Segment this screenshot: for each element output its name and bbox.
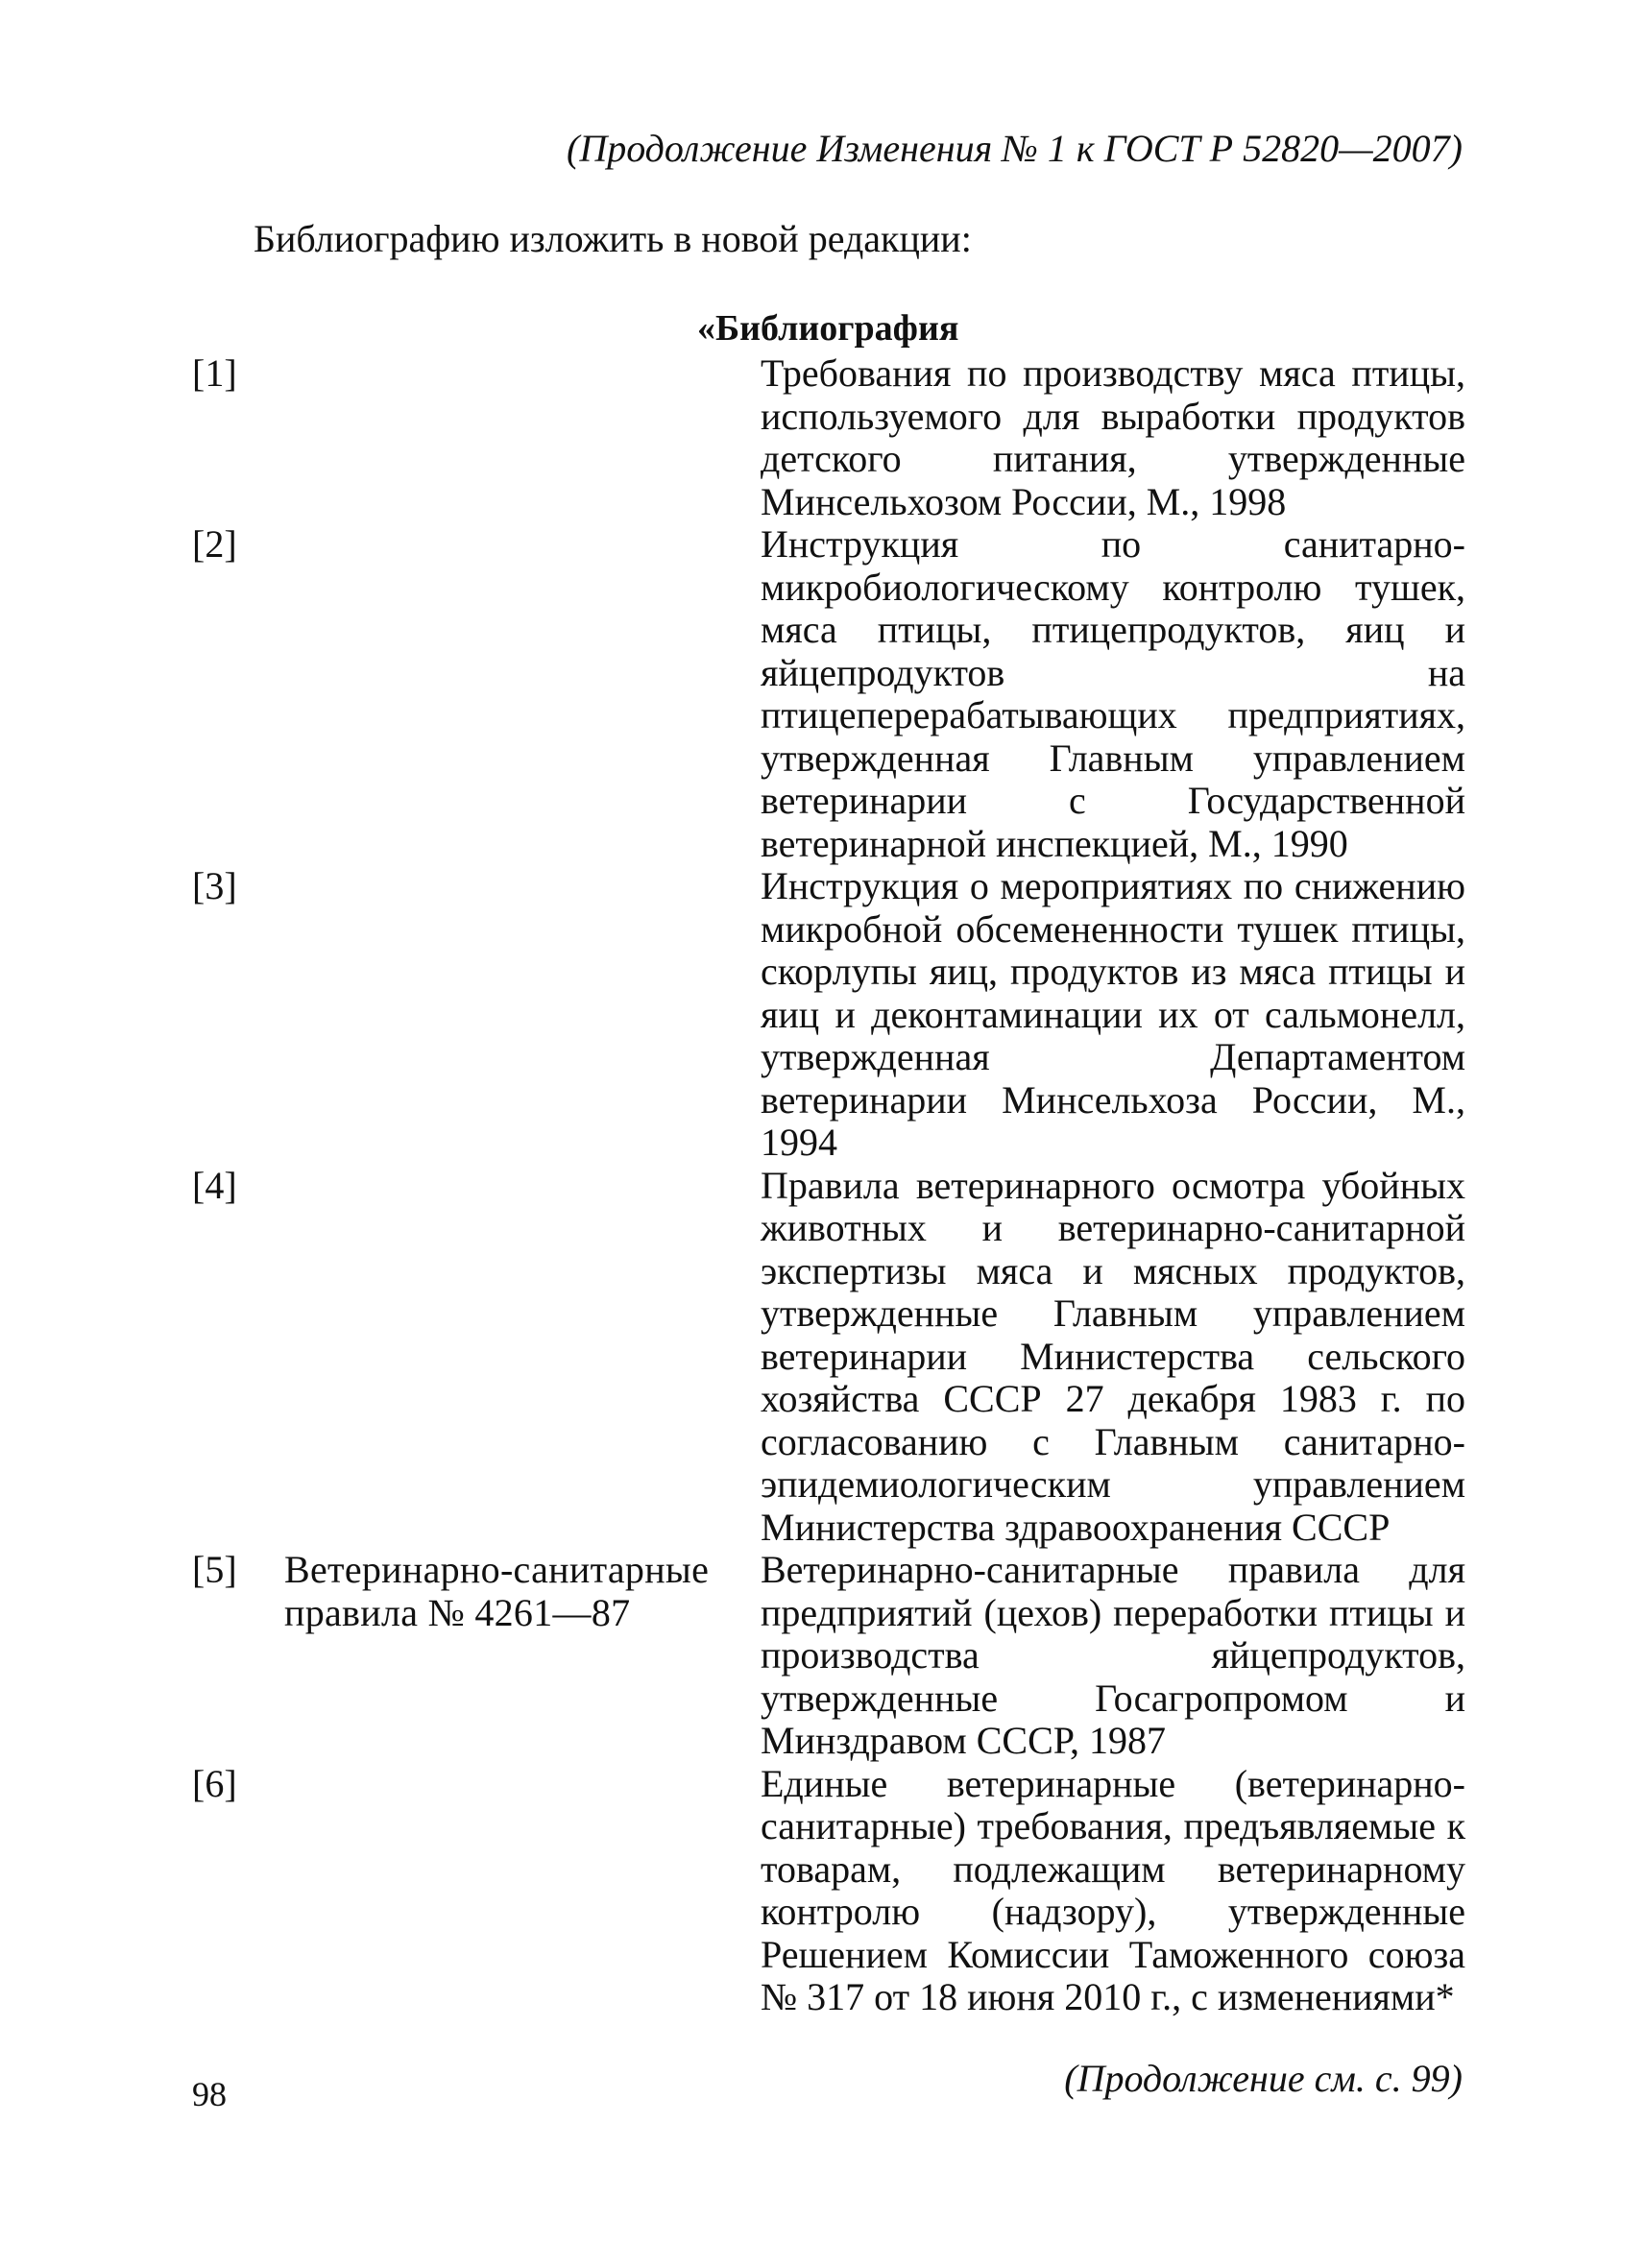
- entry-number: [5]: [192, 1548, 237, 1591]
- entry-text: Правила ветеринарного осмотра убойных животных и ветеринарно-санитарной экспертизы мяса и мясных продуктов, утвержденные Главным управлением ветеринарии Министерства сельского хозяйства СССР 27 декабря 1983 г. по согласованию с Главным санитарно-эпидемиологическим управлением Министерства здравоохранения СССР: [761, 1163, 1465, 1549]
- entry-number: [3]: [192, 864, 237, 907]
- footer-continuation-note: (Продолжение см. с. 99): [1064, 2057, 1463, 2100]
- entry-code: Ветеринарно-санитарные правила № 4261—87: [284, 1548, 710, 1634]
- entry-number: [4]: [192, 1163, 237, 1207]
- intro-text: Библиографию изложить в новой редакции:: [254, 217, 972, 260]
- bibliography-title: «Библиография: [697, 308, 959, 349]
- header-continuation-note: (Продолжение Изменения № 1 к ГОСТ Р 52820—2007): [567, 127, 1463, 170]
- bibliography-entry-3: [192, 865, 1465, 1165]
- entry-text: Единые ветеринарные (ветеринарно-санитарные) требования, предъявляемые к товарам, подлежащим ветеринарному контролю (надзору), утвержденные Решением Комиссии Таможенного союза № 317 от 18 июня 2010 г., с изменениями*: [761, 1761, 1465, 2018]
- entry-number: [6]: [192, 1761, 237, 1805]
- entry-text: Ветеринарно-санитарные правила для предприятий (цехов) переработки птицы и производства яйцепродуктов, утвержденные Госагропромом и Минздравом СССР, 1987: [761, 1548, 1465, 1762]
- bibliography-list: [192, 352, 1465, 2019]
- bibliography-entry-1: [192, 352, 1465, 523]
- entry-text: Требования по производству мяса птицы, используемого для выработки продуктов детского питания, утвержденные Минсельхозом России, М., 1998: [761, 351, 1465, 523]
- bibliography-entry-5: [192, 1549, 1465, 1763]
- entry-text: Инструкция о мероприятиях по снижению микробной обсемененности тушек птицы, скорлупы яиц, продуктов из мяса птицы и яиц и деконтаминации их от сальмонелл, утвержденная Департаментом ветеринарии Минсельхоза России, М., 1994: [761, 864, 1465, 1164]
- page-number: 98: [192, 2075, 227, 2113]
- entry-number: [1]: [192, 351, 237, 395]
- entry-number: [2]: [192, 522, 237, 566]
- bibliography-entry-2: [192, 523, 1465, 865]
- bibliography-entry-6: [192, 1763, 1465, 2019]
- bibliography-entry-4: [192, 1165, 1465, 1550]
- entry-text: Инструкция по санитарно-микробиологическому контролю тушек, мяса птицы, птицепродуктов, яиц и яйцепродуктов на птицеперерабатывающих предприятиях, утвержденная Главным управлением ветеринарии с Государственной ветеринарной инспекцией, М., 1990: [761, 522, 1465, 865]
